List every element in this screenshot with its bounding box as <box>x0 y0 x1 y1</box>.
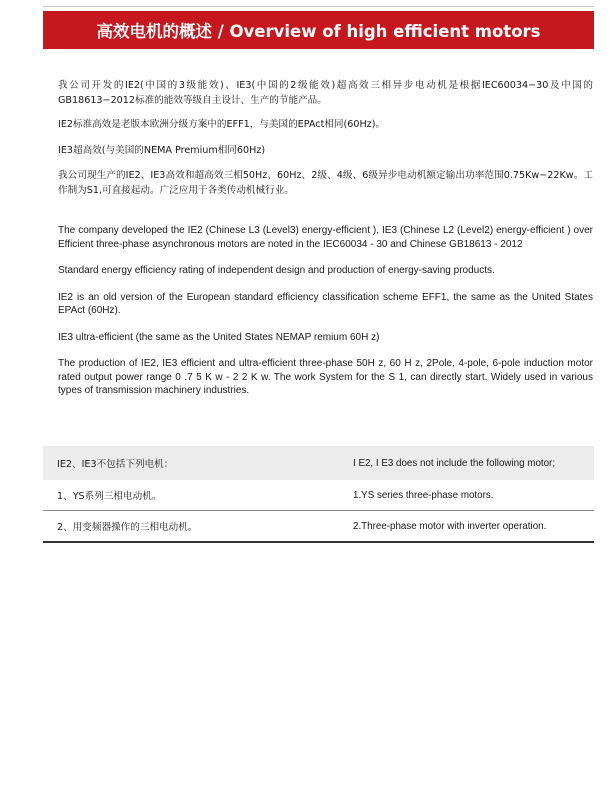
en-paragraph-2: Standard energy efficiency rating of independent design and production of energy-saving products. <box>58 265 495 276</box>
en-paragraph-5: The production of IE2, IE3 efficient and ultra-efficient three-phase 50H z, 60 H z, 2Pole, 4-pole, 6-pole induction motor rated output power range 0 .7 5 K w - 2 2 K w. The work System for the S 1, can directly start. Widely used in various types of transmission machinery industries. <box>58 358 593 396</box>
en-paragraph-1: The company developed the IE2 (Chinese L3 (Level3) energy-efficient ), IE3 (Chinese L2 (Level2) energy-efficient ) over Efficient three-phase asynchronous motors are noted in the IEC60034 - 30 and Chinese GB18613 - 2012 <box>58 225 593 250</box>
top-rule <box>43 6 594 7</box>
table-header-cn: IE2、IE3不包括下列电机： <box>43 446 349 480</box>
cn-paragraph-1: 我公司开发的IE2(中国的3级能效)、IE3(中国的2级能效)超高效三相异步电动机是根据IEC60034−30及中国的GB18613−2012标准的能效等级自主设计、生产的节能产品。 <box>58 80 593 106</box>
table-header-en: I E2, I E3 does not include the following motor; <box>349 446 594 480</box>
table-header-row <box>43 446 594 480</box>
exclusions-table <box>43 446 594 543</box>
overview-content <box>58 78 593 398</box>
table-cell-cn: 2、用变频器操作的三相电动机。 <box>43 511 349 543</box>
cn-paragraph-2: IE2标准高效是老版本欧洲分级方案中的EFF1，与美国的EPAct相同(60Hz)。 <box>58 119 386 130</box>
en-paragraph-3: IE2 is an old version of the European standard efficiency classification scheme EFF1, the same as the United States EPAct (60Hz). <box>58 291 593 316</box>
section-title: 高效电机的概述 / Overview of high efficient motors <box>96 22 541 41</box>
table-cell-en: 2.Three-phase motor with inverter operation. <box>349 511 594 543</box>
table-cell-cn: 1、YS系列三相电动机。 <box>43 480 349 511</box>
cn-paragraph-3: IE3超高效(与美国的NEMA Premium相同60Hz) <box>58 145 266 156</box>
table-row <box>43 480 594 511</box>
table-row <box>43 511 594 543</box>
cn-paragraph-4: 我公司现生产的IE2、IE3高效和超高效三相50Hz、60Hz、2级、4级、6级异步电动机额定输出功率范围0.75Kw−22Kw。工作制为S1,可直接起动。广泛应用于各类传动机械行业。 <box>58 170 593 196</box>
table-cell-en: 1.YS series three-phase motors. <box>349 480 594 511</box>
en-paragraph-4: IE3 ultra-efficient (the same as the United States NEMAP remium 60H z) <box>58 331 380 343</box>
section-title-banner <box>43 11 594 49</box>
